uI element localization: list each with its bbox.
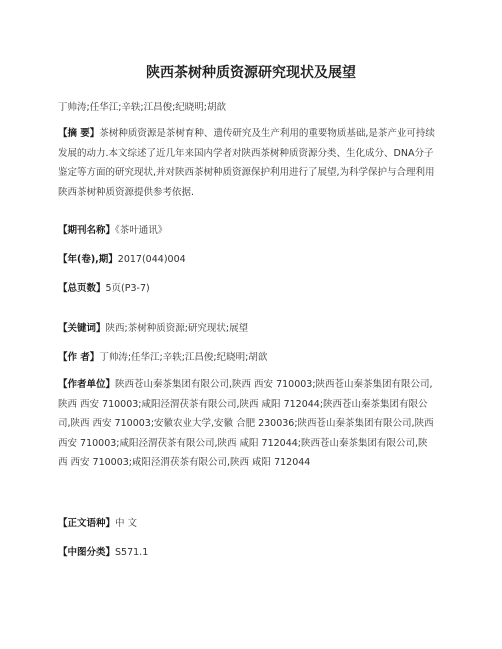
abstract-label: 【摘 要】 — [58, 128, 100, 139]
journal-value: 《茶叶通讯》 — [115, 225, 168, 236]
journal-field — [58, 221, 436, 241]
abstract-section — [58, 124, 436, 202]
author-list: 丁帅涛;任华江;辛轶;江昌俊;纪晓明;胡歆 — [58, 102, 227, 113]
classification-value: S571.1 — [115, 547, 149, 558]
author-value: 丁帅涛;任华江;辛轶;江昌俊;纪晓明;胡歆 — [99, 352, 268, 363]
author-organization-field — [58, 375, 436, 473]
author-label: 【作 者】 — [58, 352, 100, 363]
pages-value: 5页(P3-7) — [105, 283, 150, 294]
language-field — [58, 514, 436, 534]
classification-field — [58, 543, 436, 563]
document-title: 陕西茶树种质资源研究现状及展望 — [146, 65, 356, 81]
keywords-value: 陕西;茶树种质资源;研究现状;展望 — [105, 323, 249, 334]
year-volume-issue-field — [58, 250, 436, 270]
keywords-field — [58, 319, 436, 339]
classification-label: 【中图分类】 — [58, 547, 116, 558]
total-pages-field — [58, 279, 436, 299]
abstract-text: 茶树种质资源是茶树育种、遗传研究及生产利用的重要物质基础,是茶产业可持续发展的动力.本文综述了近几年来国内学者对陕西茶树种质资源分类、生化成分、DNA分子鉴定等方面的研究现状,并对陕西茶树种质资源保护利用进行了展望,为科学保护与合理利用陕西茶树种质资源提供参考依据. — [58, 128, 435, 198]
language-value: 中 文 — [115, 518, 138, 529]
pages-label: 【总页数】 — [58, 283, 106, 294]
year-value: 2017(044)004 — [117, 254, 186, 265]
journal-label: 【期刊名称】 — [58, 225, 116, 236]
language-label: 【正文语种】 — [58, 518, 116, 529]
organization-label: 【作者单位】 — [58, 379, 116, 390]
author-field — [58, 348, 436, 368]
keywords-label: 【关键词】 — [58, 323, 106, 334]
year-label: 【年(卷),期】 — [58, 254, 118, 265]
organization-value: 陕西苍山秦茶集团有限公司,陕西 西安 710003;陕西苍山秦茶集团有限公司,陕西 西安 710003;咸阳泾渭茯茶有限公司,陕西 咸阳 712044;陕西苍山秦茶集团有限公司,陕西 西安 710003;安徽农业大学,安徽 合肥 230036;陕西苍山秦茶集团有限公司,陕西 西安 710003;咸阳泾渭茯茶有限公司,陕西 咸阳 712044;陕西苍山秦茶集团有限公司,陕西 西安 710003;咸阳泾渭茯茶有限公司,陕西 咸阳 712044 — [58, 379, 434, 468]
